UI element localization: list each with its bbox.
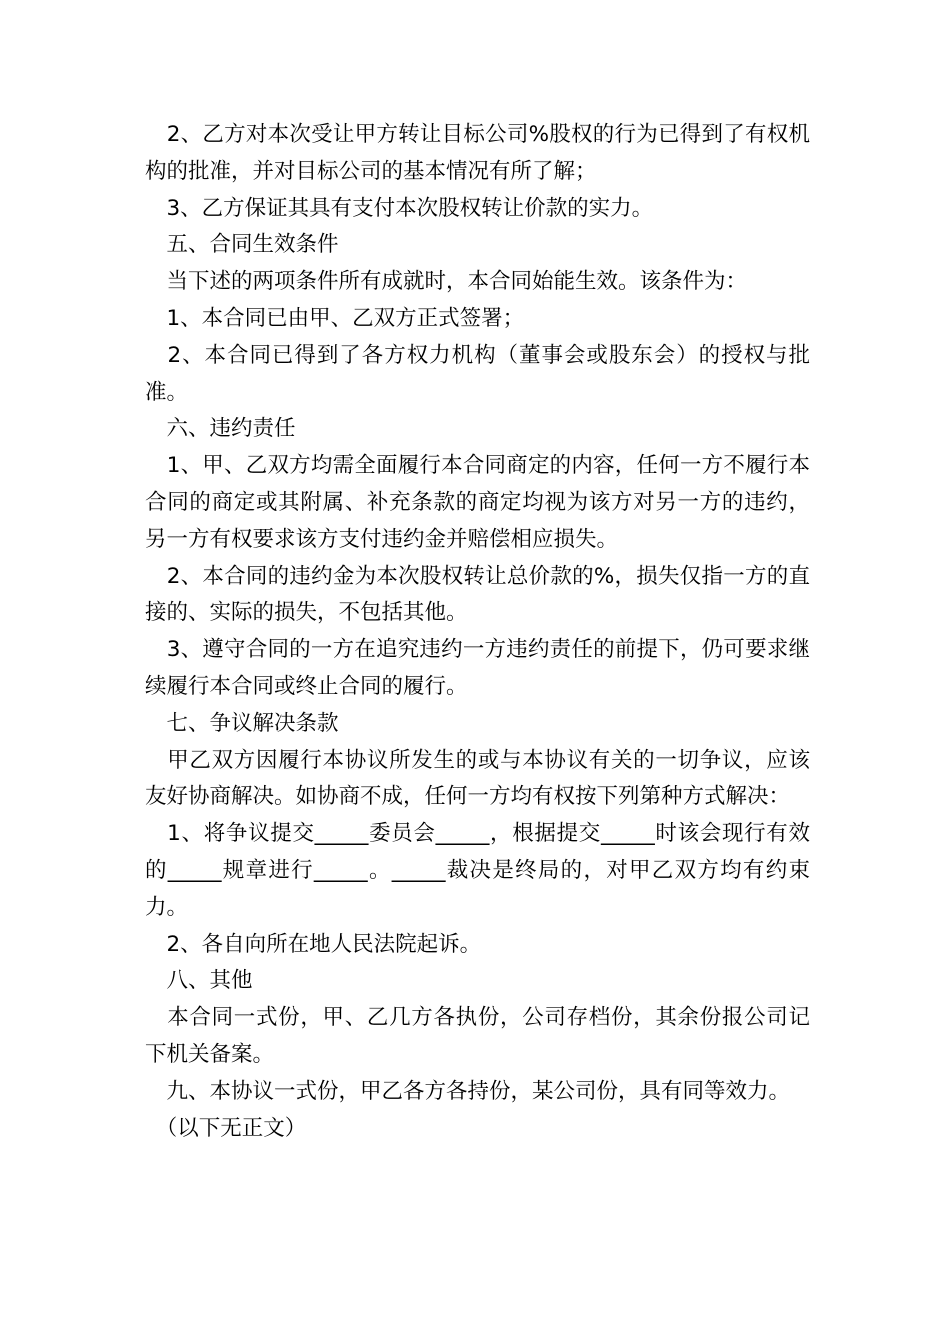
end-of-text-note: （以下无正文） bbox=[145, 1115, 307, 1141]
section-6-heading: 六、违约责任 bbox=[145, 416, 296, 442]
section-7-option-1: 1、将争议提交_____委员会_____，根据提交_____时该会现行有效的_____规章进行_____。_____裁决是终局的，对甲乙双方均有约束力。 bbox=[145, 821, 810, 920]
section-6-clause-1: 1、甲、乙双方均需全面履行本合同商定的内容，任何一方不履行本合同的商定或其附属、补充条款的商定均视为该方对另一方的违约，另一方有权要求该方支付违约金并赔偿相应损失。 bbox=[145, 453, 810, 552]
section-7-heading: 七、争议解决条款 bbox=[145, 710, 339, 736]
section-5-condition-2: 2、本合同已得到了各方权力机构（董事会或股东会）的授权与批准。 bbox=[145, 342, 810, 405]
section-8-heading: 八、其他 bbox=[145, 968, 253, 994]
section-9-body: 九、本协议一式份，甲乙各方各持份，某公司份，具有同等效力。 bbox=[145, 1078, 791, 1104]
document-body bbox=[145, 117, 810, 1147]
clause-2-party-b-approval: 2、乙方对本次受让甲方转让目标公司%股权的行为已得到了有权机构的批准，并对目标公司的基本情况有所了解； bbox=[145, 122, 810, 184]
section-7-intro: 甲乙双方因履行本协议所发生的或与本协议有关的一切争议，应该友好协商解决。如协商不成，任何一方均有权按下列第种方式解决： bbox=[145, 747, 810, 810]
section-5-heading: 五、合同生效条件 bbox=[145, 232, 339, 258]
section-6-clause-2: 2、本合同的违约金为本次股权转让总价款的%，损失仅指一方的直接的、实际的损失，不包括其他。 bbox=[145, 563, 810, 626]
section-6-clause-3: 3、遵守合同的一方在追究违约一方违约责任的前提下，仍可要求继续履行本合同或终止合同的履行。 bbox=[145, 637, 810, 699]
section-7-option-2: 2、各自向所在地人民法院起诉。 bbox=[145, 931, 482, 957]
section-5-intro: 当下述的两项条件所有成就时，本合同始能生效。该条件为： bbox=[145, 269, 748, 295]
clause-3-party-b-capability: 3、乙方保证其具有支付本次股权转让价款的实力。 bbox=[145, 195, 654, 221]
section-8-body: 本合同一式份，甲、乙几方各执份，公司存档份，其余份报公司记下机关备案。 bbox=[145, 1005, 810, 1067]
section-5-condition-1: 1、本合同已由甲、乙双方正式签署； bbox=[145, 305, 525, 331]
